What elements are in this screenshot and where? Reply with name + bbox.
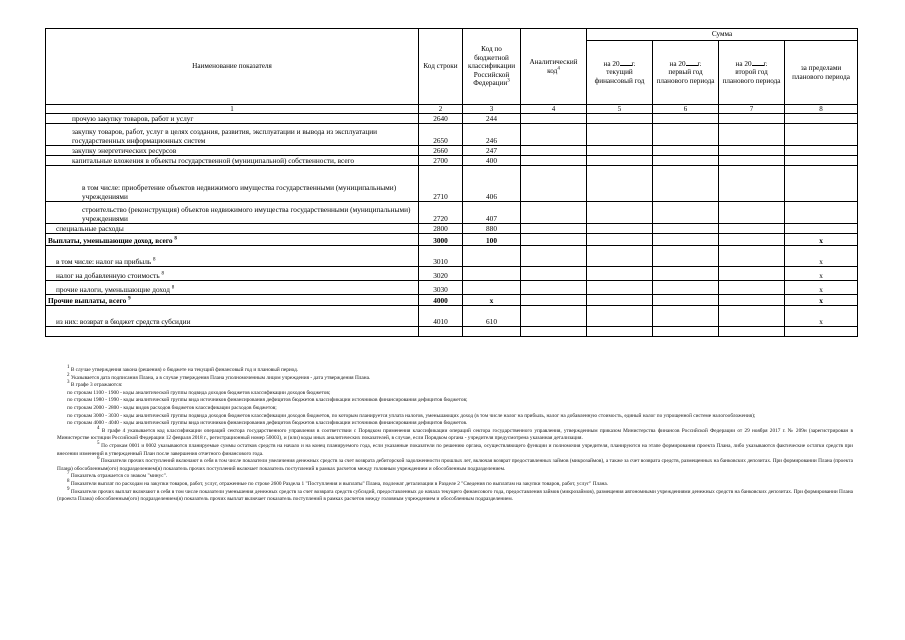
row-last: x [785, 234, 858, 246]
footnote: $^1$ В случае утверждения закона (решения) о бюджете на текущий финансовый год и плановый период. [67, 365, 299, 373]
row-code: 2800 [419, 224, 463, 234]
col-number: 6 [653, 105, 719, 114]
table-row [46, 295, 858, 306]
row-name: прочую закупку товаров, работ и услуг [46, 114, 419, 124]
row-kbk: 100 [463, 234, 521, 246]
footnote: по строкам 3000 - 3030 - коды аналитической группы подвида доходов бюджетов классификации доходов бюджетов, по которым планируется уплата налогов, уменьшающих доход (в том числе налог на прибыль, налог на добавленную стоимость, единый налог по упрощенной системе налогообложения); [67, 412, 756, 419]
footnote: по строкам 2000 - 2800 - коды видов расходов бюджетов классификации расходов бюджетов; [67, 404, 277, 411]
row-name: в том числе: приобретение объектов недвижимого имущества государственными (муниципальными) учреждениями [46, 166, 419, 202]
row-kbk: 400 [463, 156, 521, 166]
row-name: Выплаты, уменьшающие доход, всего $^8$ [46, 234, 419, 246]
row-last: x [785, 267, 858, 281]
row-name: из них: возврат в бюджет средств субсидии [46, 306, 419, 327]
row-kbk: 610 [463, 306, 521, 327]
row-last [785, 146, 858, 156]
row-code: 3000 [419, 234, 463, 246]
row-kbk: 880 [463, 224, 521, 234]
table-row [46, 224, 858, 234]
header-budget-code: Код по бюджетной классификации Российской Федерации$^3$ [463, 29, 521, 105]
row-kbk: 244 [463, 114, 521, 124]
footnote: $^2$ Указывается дата подписания Плана, а в случае утверждения Плана уполномоченным лицом учреждения - дата утверждения Плана. [67, 372, 371, 381]
footnote: $^5$ По строкам 0001 и 0002 указываются планируемые суммы остатков средств на начало и на конец планируемого года, если указанные показатели по решению органа, осуществляющего функции и полномочия учредителя, планируются на этапе формирования проекта Плана, либо указываются фактические остатки средств при внесении изменений в утвержденный План после завершения отчетного финансового года. [57, 441, 853, 457]
row-code: 3010 [419, 246, 463, 267]
row-kbk: 406 [463, 166, 521, 202]
row-kbk: 247 [463, 146, 521, 156]
table-row [46, 146, 858, 156]
col-number: 1 [46, 105, 419, 114]
row-code: 4000 [419, 295, 463, 306]
row-name: Прочие выплаты, всего $^9$ [46, 295, 419, 306]
row-name: специальные расходы [46, 224, 419, 234]
footnote: $^7$ Показатель отражается со знаком "минус". [67, 471, 168, 480]
header-analytic-code: Аналитический код$^4$ [521, 29, 587, 105]
footnote: $^3$ В графе 3 отражаются: [67, 380, 123, 389]
row-last [785, 156, 858, 166]
row-name: прочие налоги, уменьшающие доход $^8$ [46, 281, 419, 295]
header-sums: Сумма [587, 29, 858, 41]
col-number: 5 [587, 105, 653, 114]
row-code: 2640 [419, 114, 463, 124]
row-last [785, 202, 858, 224]
row-name: закупку энергетических ресурсов [46, 146, 419, 156]
row-kbk [463, 281, 521, 295]
table-row [46, 234, 858, 246]
col-number: 4 [521, 105, 587, 114]
table-row [46, 114, 858, 124]
header-second-plan-year: на 20 г. второй год планового периода [719, 41, 785, 105]
row-name: в том числе: налог на прибыль $^8$ [46, 246, 419, 267]
footnote: $^6$ Показатели прочих поступлений включают в себя в том числе показатели увеличения денежных средств за счет возврата дебиторской задолженности прошлых лет, включая возврат предоставленных займов (микрозаймов), а также за счет возврата средств, размещенных на банковских депозитах. При формировании Плана (проекта Плана) обособленным(ого) подразделением(я) показатель прочих поступлений включает показатель поступлений в рамках расчетов между головным учреждением и обособленным подразделением. [57, 456, 853, 472]
table-row-empty [46, 327, 858, 337]
table-row [46, 267, 858, 281]
row-code: 3030 [419, 281, 463, 295]
header-name: Наименование показателя [46, 29, 419, 105]
table-row [46, 124, 858, 146]
table-row [46, 156, 858, 166]
row-kbk: 246 [463, 124, 521, 146]
table-row [46, 281, 858, 295]
col-number: 3 [463, 105, 521, 114]
row-code: 2650 [419, 124, 463, 146]
footnote: $^8$ Показатели выплат по расходам на закупки товаров, работ, услуг, отраженные по строке 2600 Раздела 1 "Поступления и выплаты" Плана, подлежат детализации в Разделе 2 "Сведения по выплатам на закупки товаров, работ, услуг" Плана. [67, 479, 609, 487]
row-name: закупку товаров, работ, услуг в целях создания, развития, эксплуатации и вывода из эксплуатации государственных информационных систем [46, 124, 419, 146]
footnotes [57, 367, 853, 504]
footnote: по строкам 1980 - 1990 - коды аналитической группы вида источников финансирования дефицитов бюджетов классификации источников финансирования дефицитов бюджетов; [67, 397, 468, 404]
row-last: x [785, 295, 858, 306]
row-name: налог на добавленную стоимость $^8$ [46, 267, 419, 281]
row-code: 2700 [419, 156, 463, 166]
row-last [785, 124, 858, 146]
row-kbk: 407 [463, 202, 521, 224]
footnote: по строкам 4000 - 4040 - коды аналитической группы вида источников финансирования дефицитов бюджетов классификации источников финансирования дефицитов бюджетов. [67, 420, 468, 427]
row-code: 2720 [419, 202, 463, 224]
row-last [785, 224, 858, 234]
row-kbk: x [463, 295, 521, 306]
col-number: 2 [419, 105, 463, 114]
col-number: 8 [785, 105, 858, 114]
row-kbk [463, 267, 521, 281]
header-code: Код строки [419, 29, 463, 105]
table-row [46, 306, 858, 327]
row-last: x [785, 281, 858, 295]
footnote: $^9$ Показатели прочих выплат включают в себя в том числе показатели уменьшения денежных средств за счет возврата средств субсидий, предоставленных до начала текущего финансового года, предоставления займов (микрозаймов), размещения автономными учреждениями денежных средств на банковских депозитах. При формировании Плана (проекта Плана) обособленным(ого) подразделением(я) показатель прочих выплат включает показатель поступлений в рамках расчетов между головным учреждением и обособленным подразделением. [57, 486, 854, 503]
table-row [46, 246, 858, 267]
plan-table [45, 28, 858, 337]
header-beyond-plan: за пределами планового периода [785, 41, 858, 105]
row-code: 2660 [419, 146, 463, 156]
table-row [46, 166, 858, 202]
row-name: капитальные вложения в объекты государственной (муниципальной) собственности, всего [46, 156, 419, 166]
row-last [785, 114, 858, 124]
row-code: 3020 [419, 267, 463, 281]
row-last [785, 166, 858, 202]
header-first-plan-year: на 20 г. первый год планового периода [653, 41, 719, 105]
row-code: 2710 [419, 166, 463, 202]
footnote: по строкам 1100 - 1900 - коды аналитической группы подвида доходов бюджетов классификации доходов бюджетов; [67, 389, 331, 396]
footnote: $^4$ В графе 4 указывается код классификации операций сектора государственного управления в соответствии с Порядком применения классификации операций сектора государственного управления, утвержденным приказом Министерства финансов Российской Федерации от 29 ноября 2017 г. № 209н (зарегистрирован в Министерстве юстиции Российской Федерации 12 февраля 2018 г., регистрационный номер 50003), и (или) коды иных аналитических показателей, в случае, если Порядком органа - учредителя предусмотрена указанная детализация. [57, 425, 853, 442]
col-number: 7 [719, 105, 785, 114]
row-last: x [785, 306, 858, 327]
table-row [46, 202, 858, 224]
row-code: 4010 [419, 306, 463, 327]
row-last: x [785, 246, 858, 267]
header-current-year: на 20 г. текущий финансовый год [587, 41, 653, 105]
row-kbk [463, 246, 521, 267]
row-name: строительство (реконструкция) объектов недвижимого имущества государственными (муниципальными) учреждениями [46, 202, 419, 224]
